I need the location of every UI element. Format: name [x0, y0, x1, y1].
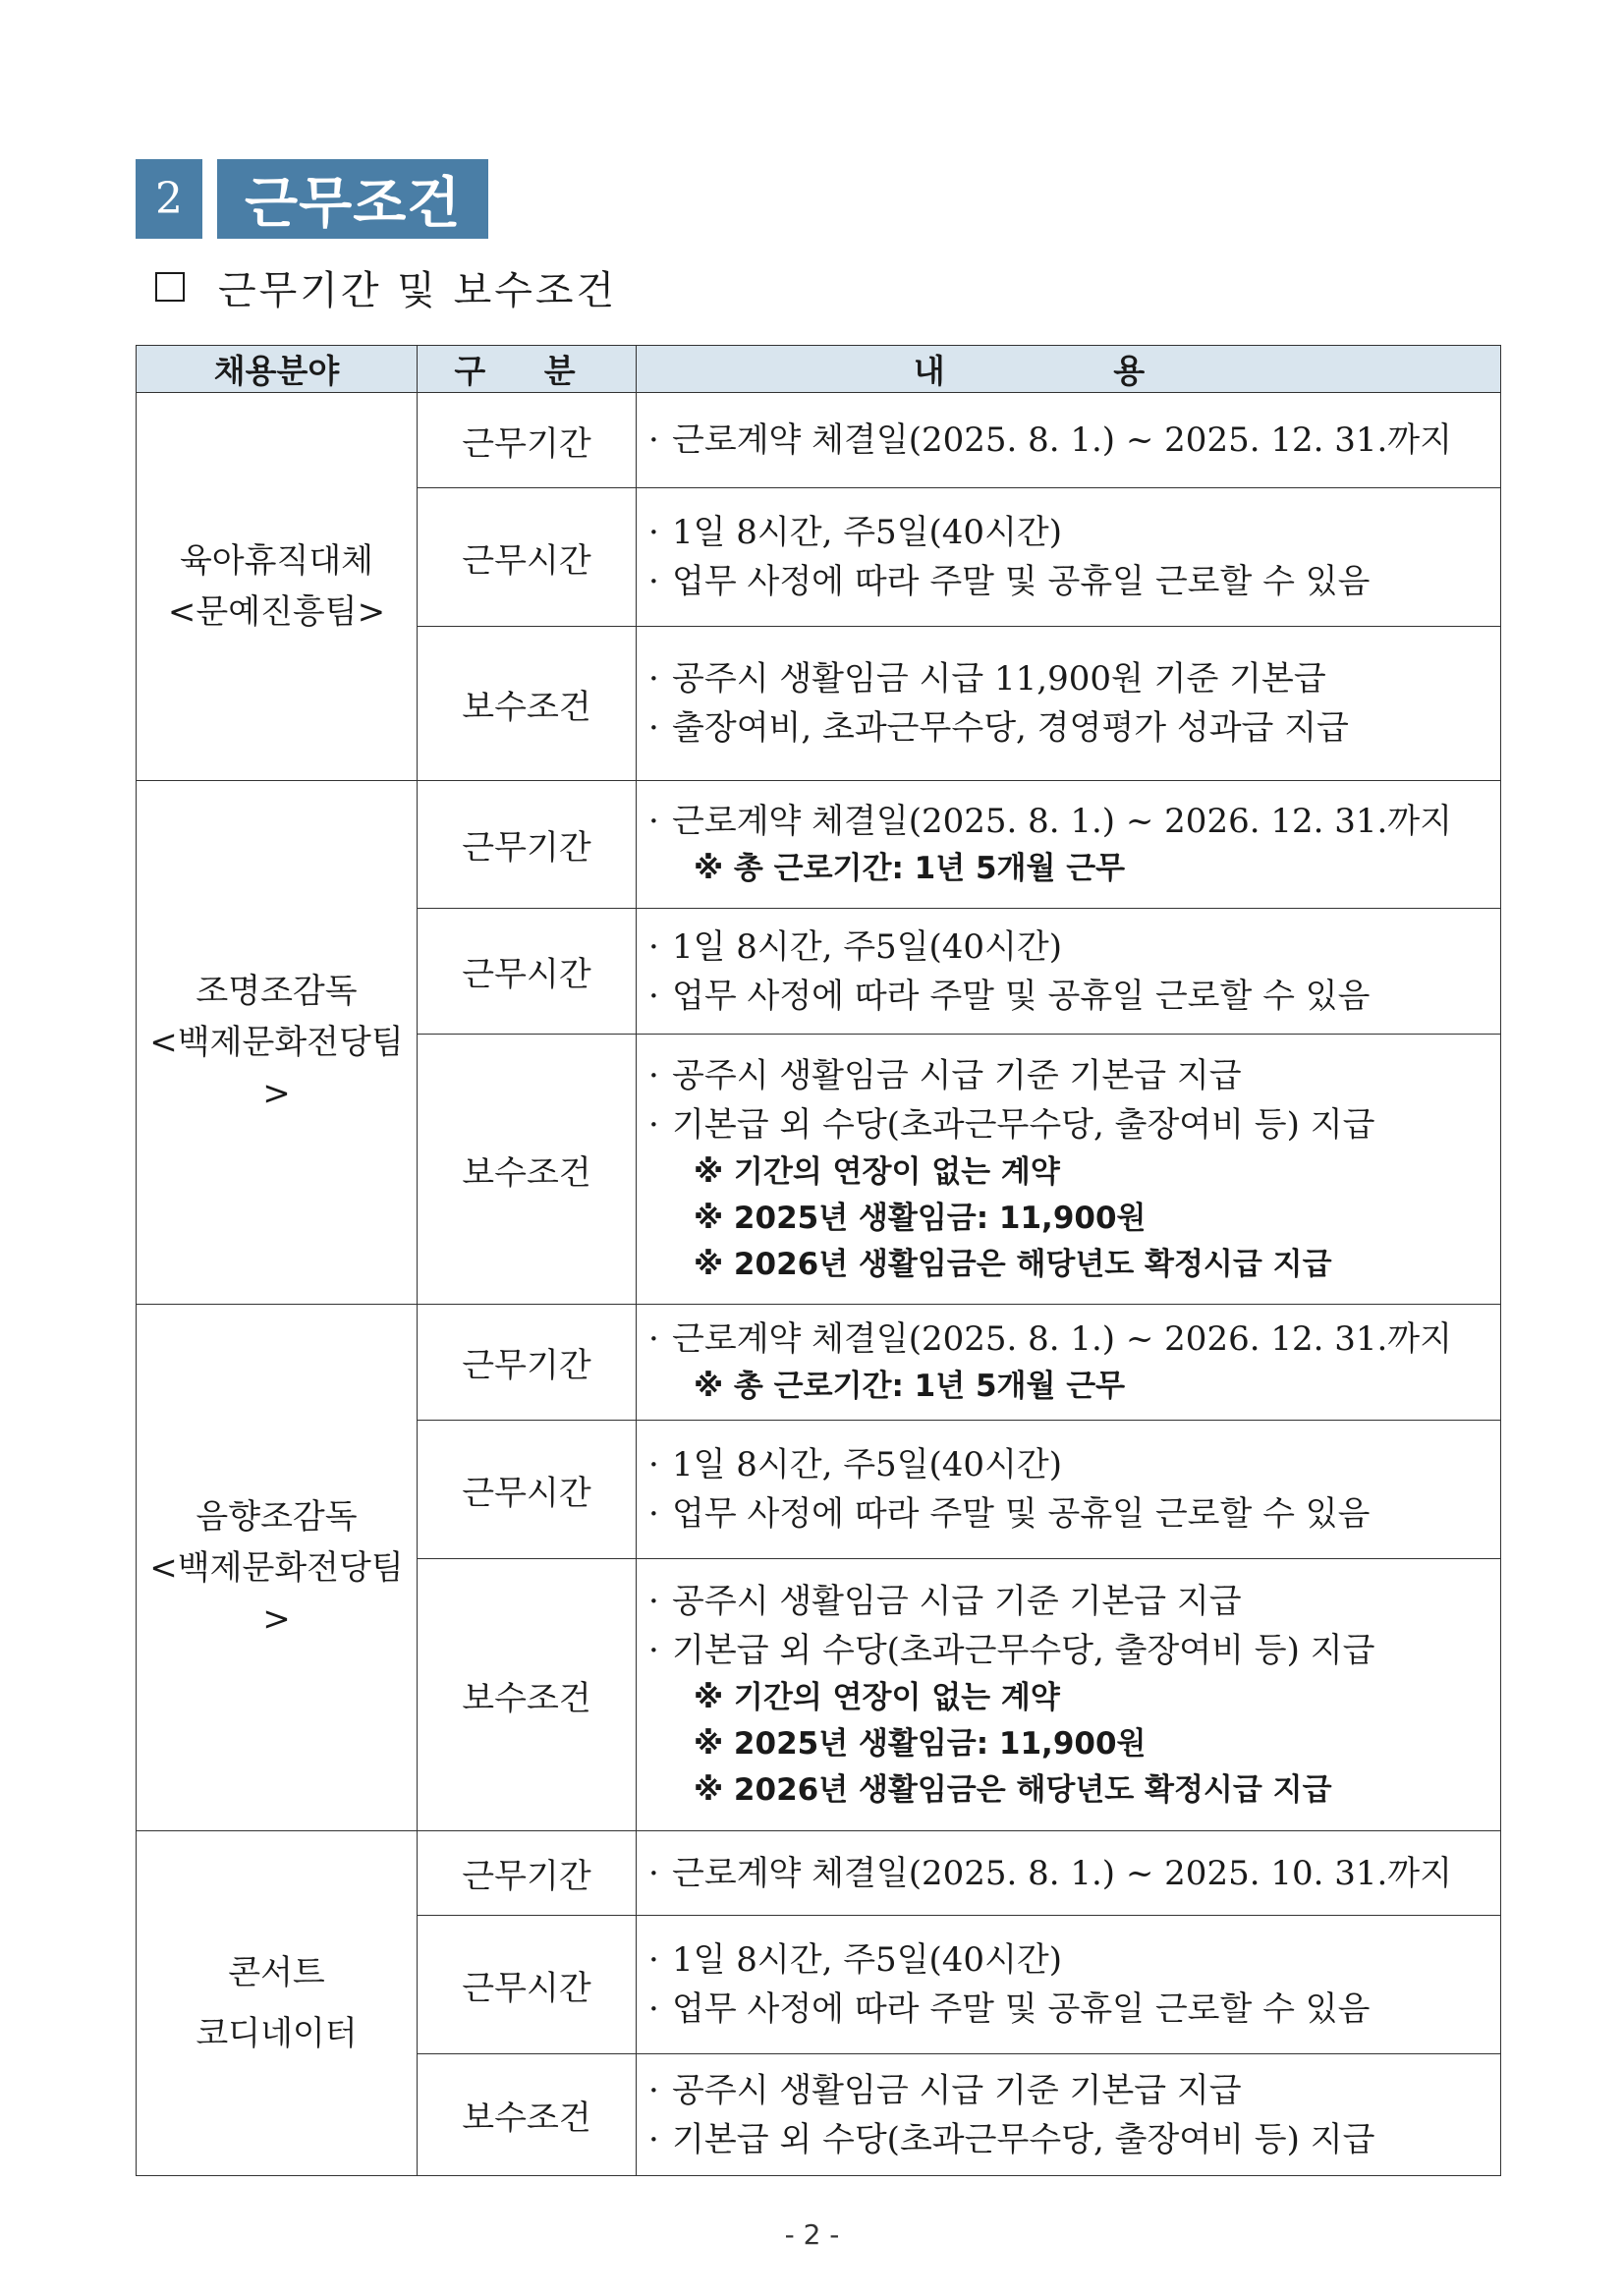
category-cell: 근무기간: [418, 1831, 637, 1916]
category-cell: 근무기간: [418, 393, 637, 488]
content-cell: · 근로계약 체결일(2025. 8. 1.) ~ 2025. 10. 31.까지: [637, 1831, 1501, 1916]
content-cell: · 공주시 생활임금 시급 기준 기본급 지급 · 기본급 외 수당(초과근무수당, 출장여비 등) 지급 ※ 기간의 연장이 없는 계약 ※ 2025년 생활임금: 11,900원 ※ 2026년 생활임금은 해당년도 확정시급 지급: [637, 1035, 1501, 1305]
table-row: [137, 1305, 1501, 1421]
checkbox-icon: [155, 272, 185, 302]
table-row: [137, 1831, 1501, 1916]
header-category: 구 분: [418, 346, 637, 393]
category-cell: 근무시간: [418, 1916, 637, 2054]
category-cell: 근무기간: [418, 1305, 637, 1421]
content-cell: · 1일 8시간, 주5일(40시간) · 업무 사정에 따라 주말 및 공휴일 근로할 수 있음: [637, 1421, 1501, 1559]
field-cell: 육아휴직대체 <문예진흥팀>: [137, 393, 418, 781]
category-cell: 보수조건: [418, 1559, 637, 1831]
header-field: 채용분야: [137, 346, 418, 393]
subheading-text: 근무기간 및 보수조건: [218, 267, 618, 313]
content-cell: · 근로계약 체결일(2025. 8. 1.) ~ 2025. 12. 31.까지: [637, 393, 1501, 488]
content-cell: · 1일 8시간, 주5일(40시간) · 업무 사정에 따라 주말 및 공휴일 근로할 수 있음: [637, 1916, 1501, 2054]
content-cell: · 근로계약 체결일(2025. 8. 1.) ~ 2026. 12. 31.까지 ※ 총 근로기간: 1년 5개월 근무: [637, 781, 1501, 909]
category-cell: 근무시간: [418, 909, 637, 1035]
field-cell: 조명조감독 <백제문화전당팀>: [137, 781, 418, 1305]
table-header-row: [137, 346, 1501, 393]
category-cell: 보수조건: [418, 2054, 637, 2176]
conditions-table: [136, 345, 1501, 2176]
content-cell: · 근로계약 체결일(2025. 8. 1.) ~ 2026. 12. 31.까지 ※ 총 근로기간: 1년 5개월 근무: [637, 1305, 1501, 1421]
section-title: 근무조건: [217, 159, 488, 239]
content-cell: · 공주시 생활임금 시급 기준 기본급 지급 · 기본급 외 수당(초과근무수당, 출장여비 등) 지급: [637, 2054, 1501, 2176]
section-header: [136, 159, 488, 239]
content-cell: · 1일 8시간, 주5일(40시간) · 업무 사정에 따라 주말 및 공휴일 근로할 수 있음: [637, 909, 1501, 1035]
category-cell: 근무기간: [418, 781, 637, 909]
category-cell: 보수조건: [418, 1035, 637, 1305]
field-cell: 음향조감독 <백제문화전당팀>: [137, 1305, 418, 1831]
content-cell: · 공주시 생활임금 시급 11,900원 기준 기본급 · 출장여비, 초과근무수당, 경영평가 성과급 지급: [637, 627, 1501, 781]
table-row: [137, 393, 1501, 488]
field-cell: 콘서트 코디네이터: [137, 1831, 418, 2176]
category-cell: 근무시간: [418, 488, 637, 627]
table-row: [137, 781, 1501, 909]
header-content: 내 용: [637, 346, 1501, 393]
category-cell: 보수조건: [418, 627, 637, 781]
category-cell: 근무시간: [418, 1421, 637, 1559]
subheading: [155, 257, 617, 316]
content-cell: · 1일 8시간, 주5일(40시간) · 업무 사정에 따라 주말 및 공휴일 근로할 수 있음: [637, 488, 1501, 627]
section-number: 2: [136, 159, 202, 239]
content-cell: · 공주시 생활임금 시급 기준 기본급 지급 · 기본급 외 수당(초과근무수당, 출장여비 등) 지급 ※ 기간의 연장이 없는 계약 ※ 2025년 생활임금: 11,900원 ※ 2026년 생활임금은 해당년도 확정시급 지급: [637, 1559, 1501, 1831]
page-number: - 2 -: [784, 2218, 840, 2251]
